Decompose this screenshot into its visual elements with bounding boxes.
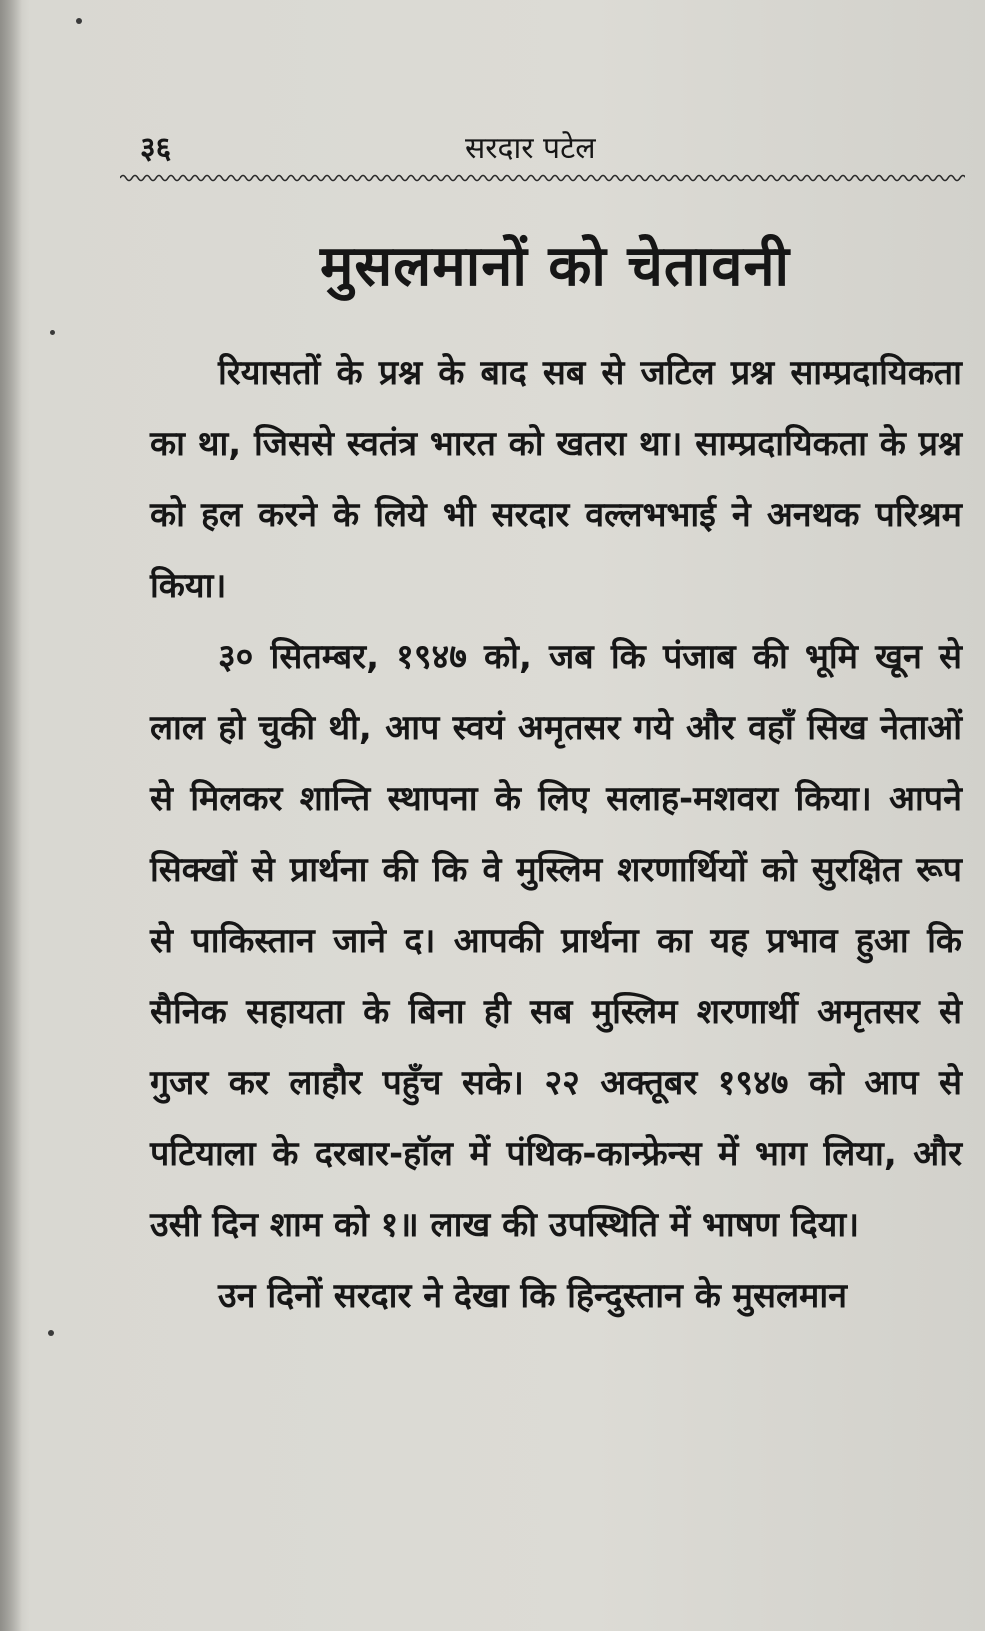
ink-speck bbox=[76, 18, 82, 24]
spine-shadow bbox=[0, 0, 22, 1631]
paragraph-1: रियासतों के प्रश्न के बाद सब से जटिल प्रश्न साम्प्रदायिकता का था, जिससे स्वतंत्र भारत को खतरा था। साम्प्रदायिकता के प्रश्न को हल करने के लिये भी सरदार वल्लभभाई ने अनथक परिश्रम किया। bbox=[150, 353, 962, 606]
paragraph-3: उन दिनों सरदार ने देखा कि हिन्दुस्तान के मुसलमान bbox=[218, 1276, 848, 1316]
page-number: ३६ bbox=[140, 131, 172, 166]
body-text bbox=[150, 338, 962, 1332]
chapter-title: मुसलमानों को चेतावनी bbox=[319, 234, 791, 299]
page-header bbox=[140, 118, 960, 168]
wavy-divider bbox=[120, 172, 965, 184]
running-title: सरदार पटेल bbox=[465, 131, 596, 166]
paragraph-2: ३० सितम्बर, १९४७ को, जब कि पंजाब की भूमि खून से लाल हो चुकी थी, आप स्वयं अमृतसर गये और वहाँ सिख नेताओं से मिलकर शान्ति स्थापना के लिए सलाह-मशवरा किया। आपने सिक्खों से प्रार्थना की कि वे मुस्लिम शरणार्थियों को सुरक्षित रूप से पाकिस्तान जाने द। आपकी प्रार्थना का यह प्रभाव हुआ कि सैनिक सहायता के बिना ही सब मुस्लिम शरणार्थी अमृतसर से गुजर कर लाहौर पहुँच सके। २२ अक्तूबर १९४७ को आप से पटियाला के दरबार-हॉल में पंथिक-कान्फ्रेन्स में भाग लिया, और उसी दिन शाम को १॥ लाख की उपस्थिति में भाषण दिया। bbox=[150, 637, 962, 1245]
ink-speck bbox=[48, 1330, 54, 1336]
ink-speck bbox=[50, 330, 55, 335]
